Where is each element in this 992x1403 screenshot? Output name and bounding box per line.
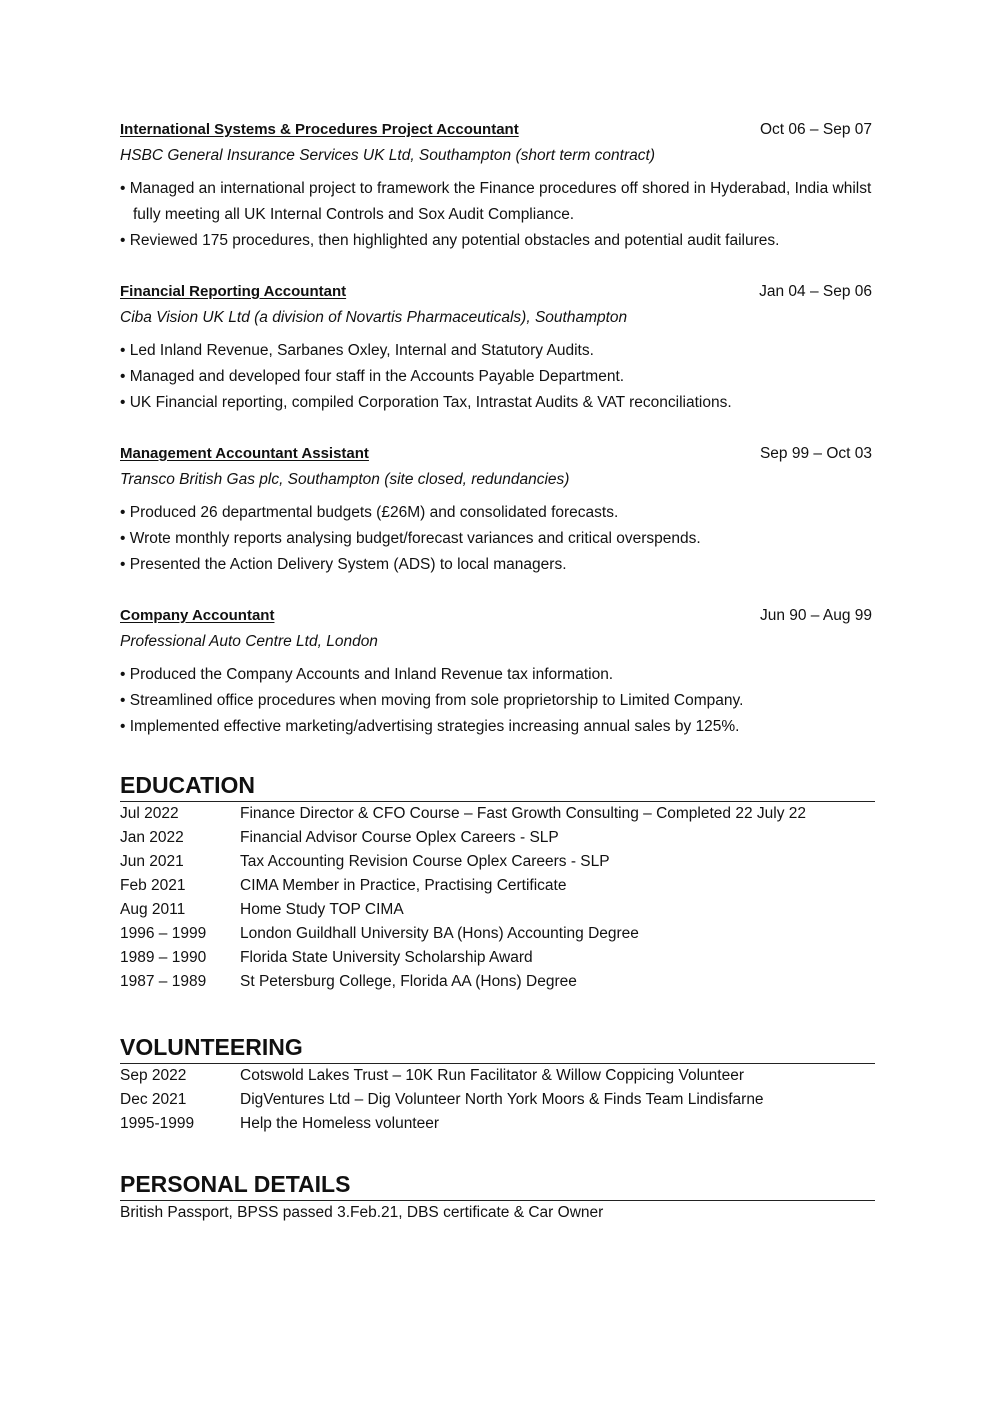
job-dates: Oct 06 – Sep 07 <box>759 121 872 138</box>
personal-details-heading: PERSONAL DETAILS <box>120 1167 875 1201</box>
education-section <box>120 768 875 994</box>
education-row <box>120 970 875 994</box>
job-bullet: • Implemented effective marketing/advertising strategies increasing annual sales by 125%. <box>120 718 740 735</box>
education-row <box>120 946 875 970</box>
volunteering-row <box>120 1064 875 1088</box>
job-bullet: • Presented the Action Delivery System (ADS) to local managers. <box>120 556 567 573</box>
education-row-date: 1987 – 1989 <box>120 973 207 990</box>
education-row <box>120 802 875 826</box>
education-heading: EDUCATION <box>120 768 875 802</box>
education-row <box>120 874 875 898</box>
job-bullet: • Managed and developed four staff in the Accounts Payable Department. <box>120 368 625 385</box>
volunteering-list <box>120 1064 875 1136</box>
education-row-text: Home Study TOP CIMA <box>240 901 404 918</box>
volunteering-row-text: DigVentures Ltd – Dig Volunteer North York Moors & Finds Team Lindisfarne <box>240 1091 764 1108</box>
job-entry <box>120 120 875 254</box>
experience-section <box>120 120 875 740</box>
job-bullet: • Reviewed 175 procedures, then highlighted any potential obstacles and potential audit failures. <box>120 232 780 249</box>
job-bullet: • Produced the Company Accounts and Inland Revenue tax information. <box>120 666 614 683</box>
job-dates: Jan 04 – Sep 06 <box>759 283 872 300</box>
job-title: International Systems & Procedures Project Accountant <box>120 121 519 138</box>
volunteering-row-date: Sep 2022 <box>120 1067 187 1084</box>
personal-details-section <box>120 1167 875 1225</box>
education-row-date: Jun 2021 <box>120 853 184 870</box>
job-company: HSBC General Insurance Services UK Ltd, Southampton (short term contract) <box>120 147 655 164</box>
job-entry <box>120 282 875 416</box>
volunteering-row-date: Dec 2021 <box>120 1091 187 1108</box>
job-company: Ciba Vision UK Ltd (a division of Novartis Pharmaceuticals), Southampton <box>120 309 628 326</box>
job-bullets <box>120 338 875 416</box>
education-row <box>120 898 875 922</box>
job-header <box>120 444 875 466</box>
education-row-date: 1989 – 1990 <box>120 949 207 966</box>
job-title: Company Accountant <box>120 607 275 624</box>
job-dates: Jun 90 – Aug 99 <box>759 607 872 624</box>
job-bullet: • Managed an international project to framework the Finance procedures off shored in Hyderabad, India whilst fully meeting all UK Internal Controls and Sox Audit Compliance. <box>120 180 872 223</box>
education-row-text: London Guildhall University BA (Hons) Accounting Degree <box>240 925 639 942</box>
job-bullet: • Produced 26 departmental budgets (£26M) and consolidated forecasts. <box>120 504 619 521</box>
job-dates: Sep 99 – Oct 03 <box>759 445 872 462</box>
job-entry <box>120 606 875 740</box>
education-row <box>120 850 875 874</box>
volunteering-row-date: 1995-1999 <box>120 1115 195 1132</box>
education-row-text: Tax Accounting Revision Course Oplex Careers - SLP <box>240 853 610 870</box>
job-bullet: • UK Financial reporting, compiled Corporation Tax, Intrastat Audits & VAT reconciliations. <box>120 394 732 411</box>
education-row <box>120 922 875 946</box>
education-row <box>120 826 875 850</box>
job-bullets <box>120 176 875 254</box>
job-entry <box>120 444 875 578</box>
education-row-date: 1996 – 1999 <box>120 925 207 942</box>
job-header <box>120 606 875 628</box>
job-bullets <box>120 662 875 740</box>
education-row-text: Florida State University Scholarship Award <box>240 949 533 966</box>
volunteering-row <box>120 1112 875 1136</box>
education-row-text: CIMA Member in Practice, Practising Certificate <box>240 877 567 894</box>
job-bullet: • Streamlined office procedures when moving from sole proprietorship to Limited Company. <box>120 692 744 709</box>
job-header <box>120 282 875 304</box>
volunteering-section <box>120 1030 875 1136</box>
education-list <box>120 802 875 994</box>
education-row-text: St Petersburg College, Florida AA (Hons) Degree <box>240 973 577 990</box>
education-row-text: Finance Director & CFO Course – Fast Growth Consulting – Completed 22 July 22 <box>240 805 806 822</box>
volunteering-heading: VOLUNTEERING <box>120 1030 875 1064</box>
job-company: Transco British Gas plc, Southampton (site closed, redundancies) <box>120 471 570 488</box>
job-bullet: • Led Inland Revenue, Sarbanes Oxley, Internal and Statutory Audits. <box>120 342 594 359</box>
resume-content <box>120 120 875 1225</box>
job-title: Financial Reporting Accountant <box>120 283 347 300</box>
job-company: Professional Auto Centre Ltd, London <box>120 633 378 650</box>
volunteering-row <box>120 1088 875 1112</box>
personal-details-text: British Passport, BPSS passed 3.Feb.21, DBS certificate & Car Owner <box>120 1204 604 1221</box>
job-bullets <box>120 500 875 578</box>
education-row-date: Jul 2022 <box>120 805 179 822</box>
job-bullet: • Wrote monthly reports analysing budget/forecast variances and critical overspends. <box>120 530 701 547</box>
job-header <box>120 120 875 142</box>
education-row-text: Financial Advisor Course Oplex Careers - SLP <box>240 829 559 846</box>
job-title: Management Accountant Assistant <box>120 445 369 462</box>
education-row-date: Feb 2021 <box>120 877 186 894</box>
education-row-date: Jan 2022 <box>120 829 184 846</box>
education-row-date: Aug 2011 <box>120 901 186 918</box>
volunteering-row-text: Cotswold Lakes Trust – 10K Run Facilitator & Willow Coppicing Volunteer <box>240 1067 744 1084</box>
volunteering-row-text: Help the Homeless volunteer <box>240 1115 440 1132</box>
